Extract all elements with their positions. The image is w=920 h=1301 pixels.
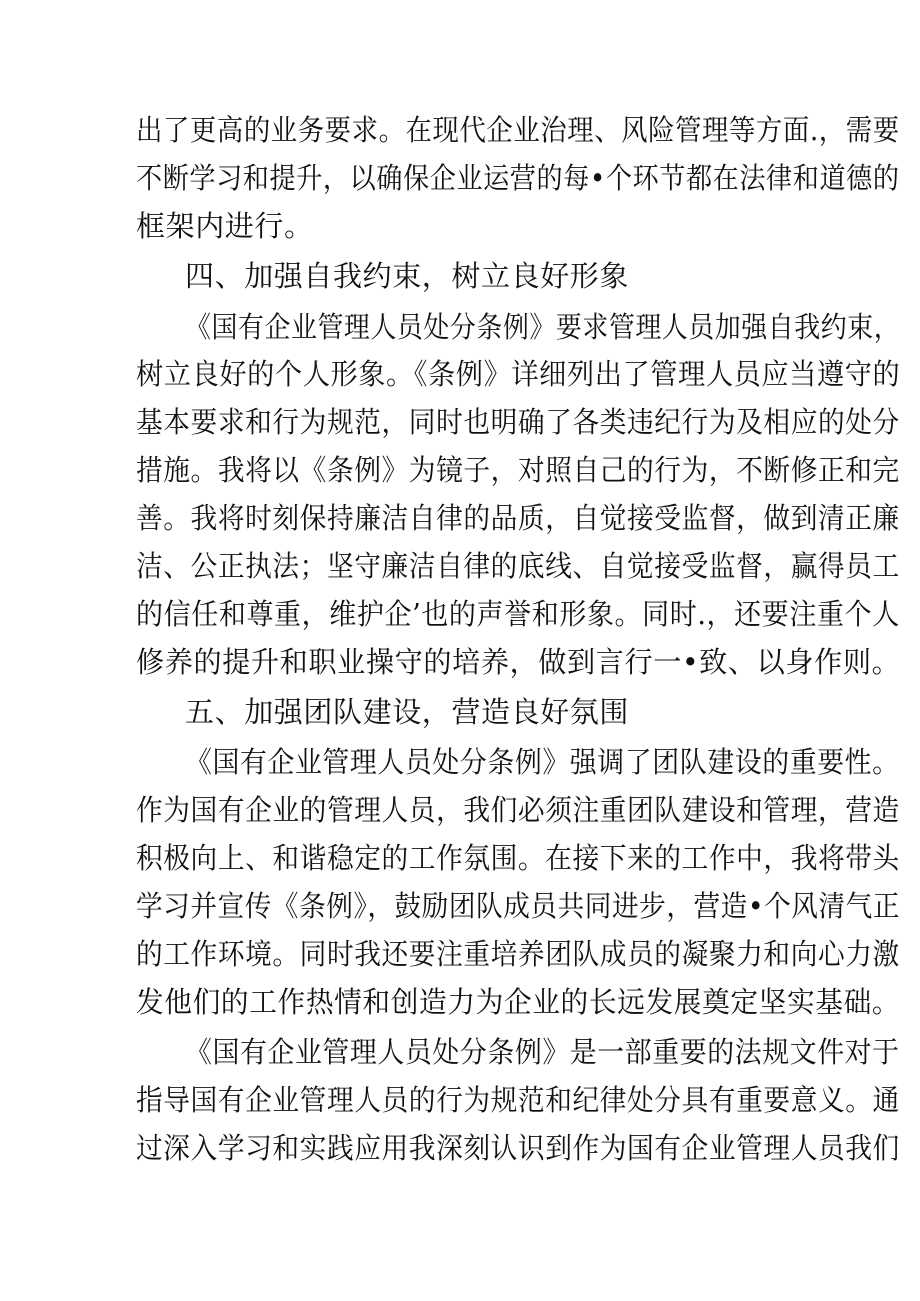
text-line: 洁、公正执法；坚守廉洁自律的底线、自觉接受监督，赢得员工 bbox=[136, 549, 900, 583]
section-heading: 四、加强自我约束，树立良好形象 bbox=[185, 259, 630, 293]
text-line: 措施。我将以《条例》为镜子，对照自己的行为，不断修正和完 bbox=[136, 453, 900, 487]
text-line: 积极向上、和谐稳定的工作氛围。在接下来的工作中，我将带头 bbox=[136, 841, 900, 875]
text-line: 善。我将时刻保持廉洁自律的品质，自觉接受监督，做到清正廉 bbox=[136, 501, 900, 535]
text-line: 《国有企业管理人员处分条例》是一部重要的法规文件对于 bbox=[185, 1035, 900, 1069]
text-line: 基本要求和行为规范，同时也明确了各类违纪行为及相应的处分 bbox=[136, 405, 900, 439]
text-line: 不断学习和提升，以确保企业运营的每•个环节都在法律和道德的 bbox=[136, 161, 900, 195]
text-line: 出了更高的业务要求。在现代企业治理、风险管理等方面.，需要 bbox=[136, 113, 900, 147]
text-line: 发他们的工作热情和创造力为企业的长远发展奠定坚实基础。 bbox=[136, 985, 901, 1019]
text-line: 指导国有企业管理人员的行为规范和纪律处分具有重要意义。通 bbox=[136, 1083, 900, 1117]
text-line: 的工作环境。同时我还要注重培养团队成员的凝聚力和向心力激 bbox=[136, 937, 900, 971]
section-heading: 五、加强团队建设，营造良好氛围 bbox=[185, 695, 630, 729]
text-line: 学习并宣传《条例》，鼓励团队成员共同进步，营造•个风清气正 bbox=[136, 889, 901, 923]
text-line: 过深入学习和实践应用我深刻认识到作为国有企业管理人员我们 bbox=[136, 1131, 900, 1165]
text-line: 修养的提升和职业操守的培养，做到言行一•致、以身作则。 bbox=[136, 645, 901, 679]
text-line: 的信任和尊重，维护企’也的声誉和形象。同时.，还要注重个人 bbox=[136, 597, 900, 631]
text-line: 树立良好的个人形象。《条例》详细列出了管理人员应当遵守的 bbox=[136, 357, 901, 391]
text-line: 《国有企业管理人员处分条例》要求管理人员加强自我约束， bbox=[185, 310, 901, 344]
text-line: 框架内进行。 bbox=[136, 209, 314, 243]
text-line: 《国有企业管理人员处分条例》强调了团队建设的重要性。 bbox=[185, 745, 900, 779]
text-line: 作为国有企业的管理人员，我们必须注重团队建设和管理，营造 bbox=[136, 793, 900, 827]
